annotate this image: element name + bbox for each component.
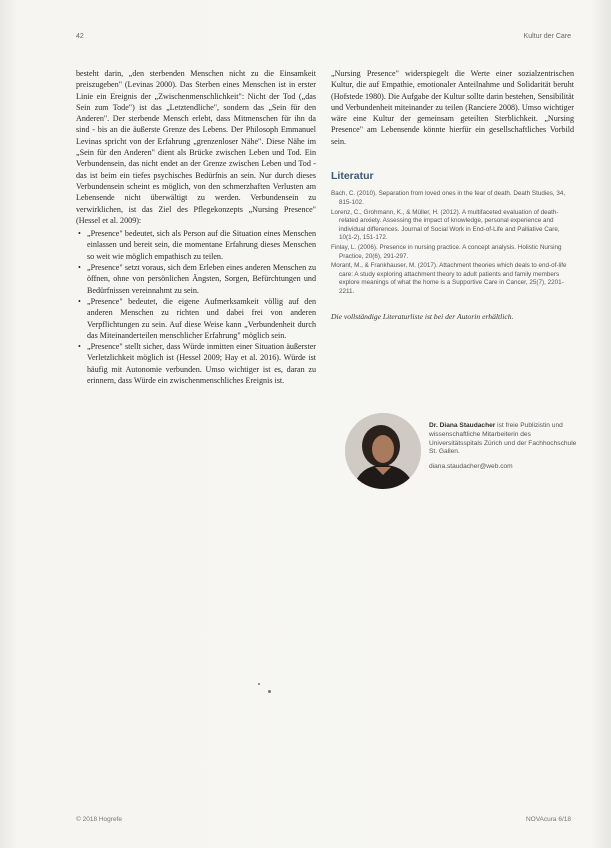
page-number: 42	[76, 33, 84, 40]
page-footer	[76, 816, 571, 826]
reference-list	[331, 190, 574, 296]
presence-bullet-list	[76, 228, 316, 386]
right-column	[331, 68, 574, 322]
reference-item: Morant, M., & Frankhauser, M. (2017). Attachment theories which deals to end-of-life care: A study exploring attachment theory to adult patients and family members explore meanings of what the home is a Supportive Care in Cancer, 25(7), 2201-2211.	[331, 262, 567, 295]
paper-speck	[258, 683, 260, 685]
bullet-item: • „Presence" bedeutet, die eigene Aufmerksamkeit völlig auf den anderen Menschen zu richten und dabei frei von anderen Verpflichtungen zu sein. Auf diese Weise kann „Verbundenheit durch das Miteinanderteilen menschlicher Erfahrung" möglich sein.	[87, 296, 316, 341]
reference-item: Bach, C. (2010). Separation from loved ones in the fear of death. Death Studies, 34, 815-102.	[331, 190, 566, 206]
author-bio	[429, 422, 579, 472]
literature-note: Die vollständige Literaturliste ist bei der Autorin erhältlich.	[331, 311, 514, 321]
author-photo	[345, 413, 421, 489]
bullet-item: • „Presence" bedeutet, sich als Person auf die Situation eines Menschen einlassen und bereit sein, die momentane Erfahrung dieses Menschen so weit wie möglich empathisch zu teilen.	[87, 228, 316, 262]
author-description: ist freie Publizistin und wissenschaftliche Mitarbeiterin des Universitätsspitals Zürich und der Fachhochschule St. Gallen.	[429, 422, 577, 456]
paper-speck	[268, 690, 271, 693]
bullet-item: • „Presence" setzt voraus, sich dem Erleben eines anderen Menschen zu öffnen, ohne von persönlichen Ängsten, Sorgen, Befürchtungen und Bedürfnissen vereinnahmt zu sein.	[87, 262, 316, 296]
copyright: © 2018 Hogrefe	[76, 816, 122, 823]
section-title: Kultur der Care	[523, 33, 571, 40]
left-column	[76, 68, 316, 386]
reference-item: Finlay, L. (2006). Presence in nursing practice. A concept analysis. Holistic Nursing Practice, 20(6), 291-297.	[331, 243, 562, 260]
author-portrait-image	[345, 413, 421, 489]
intro-paragraph: besteht darin, „den sterbenden Menschen nicht zu die Einsamkeit preiszugeben" (Levinas 2000). Das Sterben eines Menschen ist in erster Linie ein Ereignis der „Zwischenmenschlichkeit": Nicht der Tod („das Sein zum Tode") ist das „Letztendliche", sondern das „Sein für den Anderen". Der sterbende Mensch erlebt, dass Mitmenschen für ihn da sind - bis an die äußerste Grenze des Lebens. Der Philosoph Emmanuel Levinas spricht von der Erfahrung „grenzenloser Nähe". Diese Nähe im „Sein für den Anderen" dient als Brücke zwischen Leben und Tod. Ein Verbundensein, das nicht endet an der Grenze zwischen Leben und Tod - das ist beim ein tiefes psychisches Bedürfnis an sein. Nur durch dieses Verbundensein scheint es möglich, von den schmerzhaften Verlusten am Lebensende nicht überwältigt zu werden. Verbundensein zu verwirklichen, ist das Ziel des Pflegekonzepts „Nursing Presence" (Hessel et al. 2009):	[76, 69, 316, 225]
reference-item: Lorenz, C., Grohmann, K., & Müller, H. (2012). A multifaceted evaluation of death-related anxiety. Assessing the impact of knowledge, personal experience and individual differences. Journal of Social Work in End-of-Life and Palliative Care, 10(1-2), 151-172.	[331, 208, 560, 242]
author-email[interactable]: diana.staudacher@web.com	[429, 463, 513, 471]
closing-paragraph: „Nursing Presence" widerspiegelt die Werte einer sozialzentrischen Kultur, die auf Empathie, emotionaler Anteilnahme und Solidarität beruht (Hofstede 1980). Die Aufgabe der Kultur sollte darin bestehen, Sensibilität und Verbundenheit miteinander zu teilen (Ranciere 2008). Umso wichtiger wäre eine Kultur der gemeinsam geteilten Sterblichkeit. „Nursing Presence" am Lebensende könnte hierfür ein gesellschaftliches Vorbild sein.	[331, 69, 574, 146]
author-box	[331, 413, 581, 513]
bullet-item: • „Presence" stellt sicher, dass Würde inmitten einer Situation äußerster Verletzlichkeit möglich ist (Hessel 2009; Hay et al. 2016). Würde ist häufig mit Autonomie verbunden. Umso wichtiger ist es, daran zu erinnern, dass Würde ein zwischenmenschliches Ereignis ist.	[87, 341, 316, 386]
literature-heading: Literatur	[331, 170, 374, 183]
author-name: Dr. Diana Staudacher	[429, 422, 496, 429]
running-header	[76, 33, 571, 45]
journal-issue: NOVAcura 6/18	[525, 816, 571, 823]
